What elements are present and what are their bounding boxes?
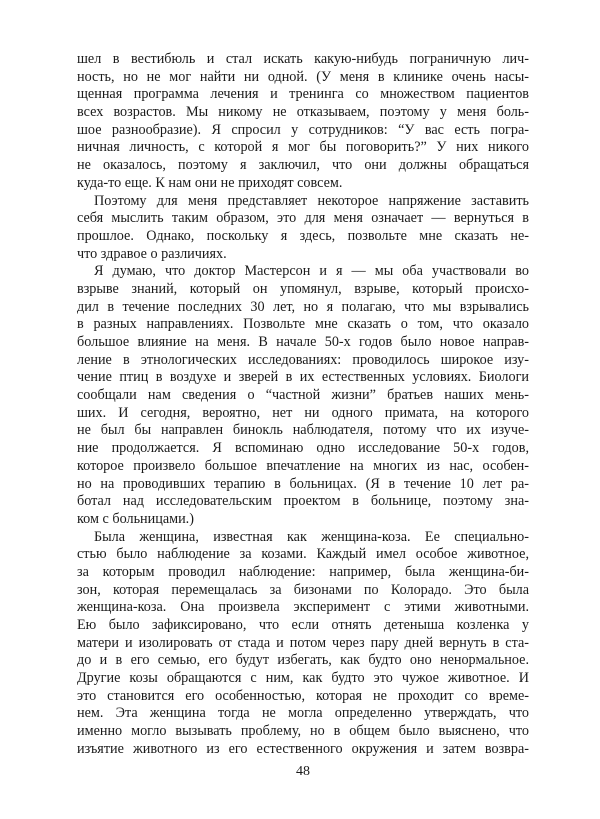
text-line: дил в течение последних 30 лет, но я полагаю, что мы взрывались bbox=[77, 298, 529, 315]
text-line: что здравое о различиях. bbox=[77, 245, 227, 262]
text-line: ших. И сегодня, вероятно, нет ни одного примата, на которого bbox=[77, 404, 529, 421]
text-line: Поэтому для меня представляет некоторое напряжение заставить bbox=[94, 192, 529, 209]
text-line: Была женщина, известная как женщина-коза. Ее специально- bbox=[94, 528, 529, 545]
text-line: ничная личность, с которой я мог бы поговорить?” У них никого bbox=[77, 139, 529, 156]
text-line: это становится его особенностью, которая не проходит со време- bbox=[77, 687, 529, 704]
text-line: ность, но не мог найти ни одной. (У меня в клинике очень насы- bbox=[77, 68, 529, 85]
text-line: прошлое. Однако, поскольку я здесь, позвольте мне сказать не- bbox=[77, 227, 529, 244]
text-line: стью было наблюдение за козами. Каждый имел особое животное, bbox=[77, 546, 529, 563]
text-line: сообщали нам сведения о “частной жизни” братьев наших мень- bbox=[77, 387, 529, 404]
text-line: нем. Эта женщина тогда не могла определенно утверждать, что bbox=[77, 705, 529, 722]
body-text bbox=[77, 51, 529, 759]
text-line: Ею было зафиксировано, что если отнять детеныша козленка у bbox=[77, 617, 529, 633]
text-line: не оказалось, поэтому я заключил, что они должны обращаться bbox=[77, 157, 529, 174]
text-line: за которым проводил наблюдение: например, была женщина-би- bbox=[77, 563, 529, 580]
text-line: шел в вестибюль и стал искать какую-нибудь пограничную лич- bbox=[77, 51, 529, 67]
text-line: до и в его семью, его будут избегать, как будто оно ненормальное. bbox=[77, 652, 529, 669]
text-line: взрыве знаний, который он упомянул, взрыве, который происхо- bbox=[77, 280, 529, 297]
text-line: себя мыслить таким образом, это для меня означает — вернуться в bbox=[77, 210, 529, 227]
text-line: Другие козы обращаются с ним, как будто это чужое животное. И bbox=[77, 670, 529, 687]
text-line: ком с больницами.) bbox=[77, 510, 194, 527]
text-line: чение птиц в воздухе и зверей в их естественных условиях. Биологи bbox=[77, 369, 529, 386]
text-line: матери и изолировать от стада и потом через пару дней вернуть в ста- bbox=[77, 634, 529, 651]
text-line: именно могло вызывать проблему, но в общем было выяснено, что bbox=[77, 723, 529, 740]
text-line: шое разнообразие). Я спросил у сотрудников: “У вас есть погра- bbox=[77, 121, 529, 138]
text-line: ние продолжается. Я вспоминаю одно исследование 50-х годов, bbox=[77, 440, 529, 457]
text-line: но на проводивших терапию в больницах. (Я в течение 10 лет ра- bbox=[77, 475, 529, 492]
text-line: которое произвело большое впечатление на многих из нас, особен- bbox=[77, 457, 529, 474]
text-line: всех возрастов. Мы никому не отказываем, поэтому у меня боль- bbox=[77, 104, 529, 121]
page-number: 48 bbox=[296, 764, 310, 779]
text-line: Я думаю, что доктор Мастерсон и я — мы оба участвовали во bbox=[94, 263, 529, 280]
text-line: щенная программа лечения и тренинга со множеством пациентов bbox=[77, 86, 529, 103]
text-line: изъятие животного из его естественного окружения и затем возвра- bbox=[77, 740, 529, 757]
text-line: женщина-коза. Она произвела эксперимент с этими животными. bbox=[77, 599, 529, 616]
text-line: куда-то еще. К нам они не приходят совсем. bbox=[77, 174, 343, 191]
text-line: большое влияние на меня. В начале 50-х годов было новое направ- bbox=[77, 334, 529, 350]
text-line: зон, которая перемещалась за бизонами по Колорадо. Это была bbox=[77, 581, 529, 598]
text-line: не был бы направлен бинокль наблюдателя, потому что их изуче- bbox=[77, 422, 529, 439]
text-line: в разных направлениях. Позвольте мне сказать о том, что оказало bbox=[77, 316, 529, 333]
text-line: ление в этнологических исследованиях: проводилось широкое изу- bbox=[77, 351, 529, 368]
text-line: ботал над исследовательским проектом в больнице, поэтому зна- bbox=[77, 493, 529, 510]
